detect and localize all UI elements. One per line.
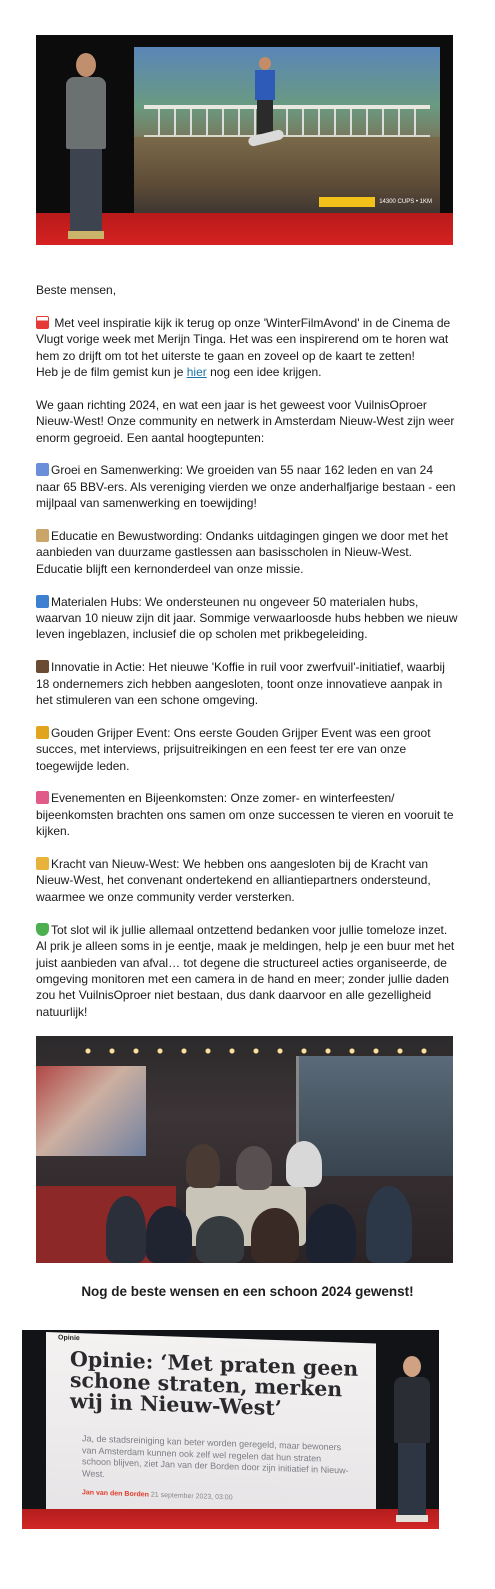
highlight-item <box>36 528 460 577</box>
film-link-text-before: Heb je de film gemist kun je <box>36 365 187 380</box>
newsletter-body <box>36 282 460 1020</box>
highlights-list <box>36 462 460 905</box>
highlight-text: Kracht van Nieuw-West: We hebben ons aangesloten bij de Kracht van Nieuw-West, het convenant ondertekend en alliantiepartners ondersteund, waarmee we onze community verder versterken. <box>36 857 431 904</box>
slide-label: Opinie <box>58 1334 80 1343</box>
person <box>196 1216 244 1263</box>
film-link-text-after: nog een idee krijgen. <box>206 365 322 380</box>
highlight-text: Groei en Samenwerking: We groeiden van 55 naar 162 leden en van 24 naar 65 BBV-ers. Als vereniging vierden we onze anderhalfjarige bestaan - een mijlpaal van samenwerking en toewijding! <box>36 463 456 511</box>
highlight-text: Educatie en Bewustwording: Ondanks uitdagingen gingen we door met het aanbieden van duurzame gastlessen aan basisscholen in Nieuw-West. Educatie blijft een kernonderdeel van onze missie. <box>36 529 448 576</box>
trophy-icon <box>36 726 49 739</box>
projection-screen <box>134 47 440 217</box>
projected-slide <box>46 1332 376 1524</box>
slide-lede: Ja, de stadsreiniging kan beter worden geregeld, maar bewoners van Amsterdam kunnen ook zelf wel regelen dat hun straten schoon blijven, ziet Jan van der Borden door zijn initiatief in Nieuw-West. <box>82 1433 349 1479</box>
handshake-icon <box>36 857 49 870</box>
thanks-text: Tot slot wil ik jullie allemaal ontzettend bedanken voor jullie tomeloze inzet. Al prik je alleen soms in je eentje, maak je meldingen, help je een buur met het juist aanbieden van afval… tot degene die structureel acties organiseerde, de omgeving monitoren met een camera in de hand en meer; zonder jullie daden zou het VuilnisOproer niet bestaan, dus dank daarvoor en alle gezelligheid natuurlijk! <box>36 922 455 1019</box>
highlight-item <box>36 790 460 839</box>
green-heart-icon <box>36 923 49 936</box>
person <box>106 1196 146 1263</box>
popcorn-icon <box>36 316 49 329</box>
surfer-figure <box>254 57 276 143</box>
school-icon <box>36 529 49 542</box>
person <box>186 1144 220 1188</box>
closing-heading: Nog de beste wensen en een schoon 2024 gewenst! <box>81 1284 414 1299</box>
intro-text: Met veel inspiratie kijk ik terug op onze 'WinterFilmAvond' in de Cinema de Vlugt vorige week met Merijn Tinga. Het was een inspirerend om te horen wat hem zo drijft om tot het uiterste te gaan en zoveel op de kaart te zetten! <box>36 315 451 363</box>
gathering-photo <box>36 1036 453 1263</box>
stage-floor <box>22 1509 439 1529</box>
highlight-text: Materialen Hubs: We ondersteunen nu ongeveer 50 materialen hubs, waarvan 10 nieuw zijn dit jaar. Sommige verwaarloosde hubs hebben we nieuw leven ingeblazen, inclusief die op scholen met prikbegeleiding. <box>36 594 458 642</box>
person <box>251 1208 299 1263</box>
highlight-item <box>36 462 460 511</box>
highlight-item <box>36 594 460 643</box>
speaker-figure <box>60 53 112 241</box>
cinema-photo <box>36 35 453 245</box>
presenter-figure <box>392 1356 432 1522</box>
highlight-item <box>36 856 460 905</box>
highlight-item <box>36 725 460 774</box>
slide-author: Jan van den Borden <box>82 1489 149 1499</box>
highlight-text: Innovatie in Actie: Het nieuwe 'Koffie in ruil voor zwerfvuil'-initiatief, waarbij 18 ondernemers zich hebben aangesloten, toont onze innovatieve aanpak in het stimuleren van een schone omgeving. <box>36 660 445 708</box>
slide-byline <box>82 1489 233 1501</box>
year-paragraph: We gaan richting 2024, en wat een jaar is het geweest voor VuilnisOproer Nieuw-West! Onze community en netwerk in Amsterdam Nieuw-West zijn weer enorm gegroeid. Een aantal hoogtepunten: <box>36 397 455 445</box>
bridge-image <box>144 105 430 138</box>
sponsor-logo <box>319 197 375 207</box>
person <box>366 1186 412 1263</box>
coffee-icon <box>36 660 49 673</box>
rocket-icon <box>36 463 49 476</box>
person <box>146 1206 192 1263</box>
highlight-text: Gouden Grijper Event: Ons eerste Gouden Grijper Event was een groot succes, met interviews, prijsuitreikingen en een feest ter ere van onze toegewijde leden. <box>36 725 431 773</box>
greeting: Beste mensen, <box>36 283 117 297</box>
thanks-paragraph <box>36 922 460 1020</box>
wall-mural <box>36 1066 146 1156</box>
recycle-icon <box>36 595 49 608</box>
film-link[interactable]: hier <box>186 365 207 380</box>
screen-caption-text: 14300 CUPS • 1KM <box>379 199 432 205</box>
screen-caption <box>300 193 432 211</box>
party-popper-icon <box>36 791 49 804</box>
opinion-slide-photo <box>22 1330 439 1529</box>
slide-title: Opinie: ‘Met praten geen schone straten, merken wij in Nieuw-West’ <box>70 1346 359 1421</box>
intro-paragraph <box>36 315 460 381</box>
person <box>286 1141 322 1187</box>
highlight-text: Evenementen en Bijeenkomsten: Onze zomer- en winterfeesten/ bijeenkomsten brachten ons samen om onze successen te vieren en vooruit te kijken. <box>36 791 454 839</box>
person <box>306 1204 356 1263</box>
highlight-item <box>36 659 460 708</box>
slide-date: 21 september 2023, 03:00 <box>150 1491 233 1502</box>
person <box>236 1146 272 1190</box>
